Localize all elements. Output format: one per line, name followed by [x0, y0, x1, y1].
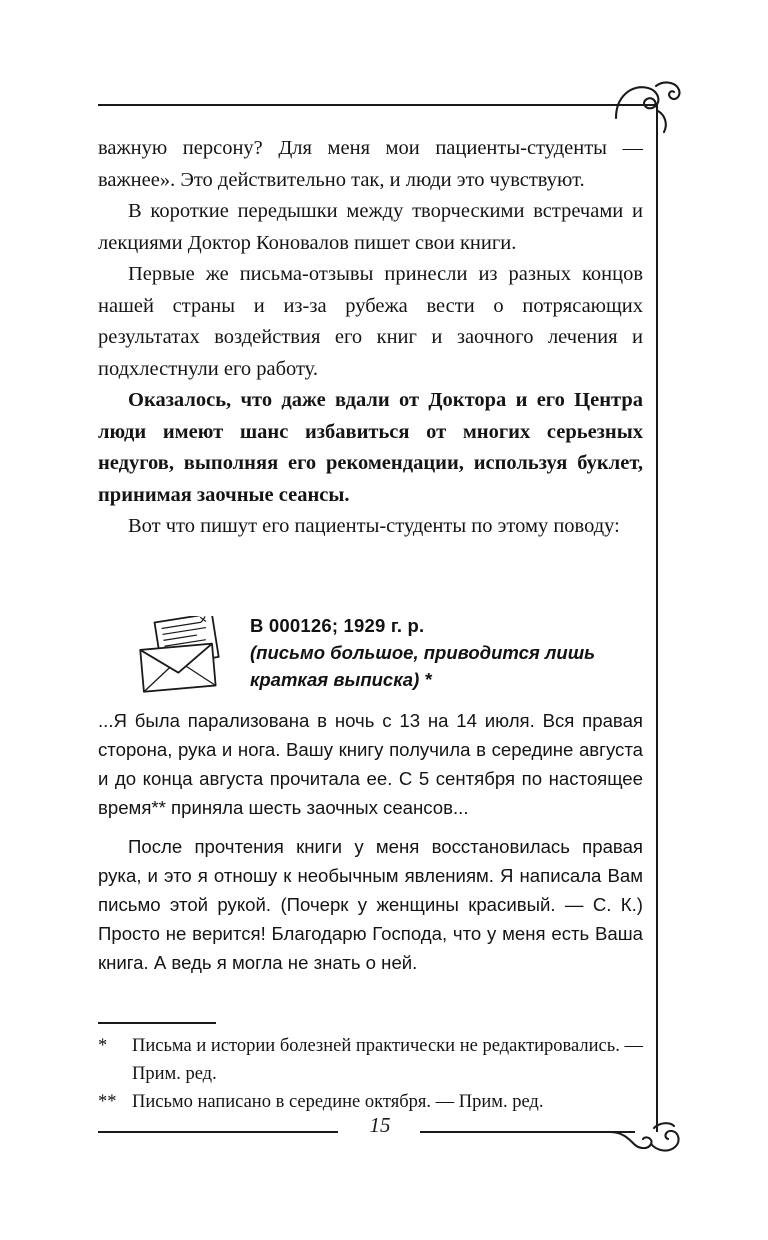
footnote-marker: ** — [98, 1092, 117, 1112]
letter-paragraph-1: ...Я была парализована в ночь с 13 на 14 июля. Вся правая сторона, рука и нога. Вашу книгу получила в середине августа и до конца августа прочитала ее. С 5 сентября по настоящее время** приняла шесть заочных сеансов... — [98, 710, 643, 818]
footnote-marker: * — [98, 1036, 108, 1056]
frame-rule-top — [98, 104, 658, 106]
frame-rule-right — [656, 104, 658, 1132]
frame-rule-bottom-right — [420, 1131, 635, 1133]
footnotes — [98, 1032, 643, 1116]
page-number: 15 — [369, 1113, 391, 1137]
letter-id: В 000126; 1929 г. р. — [250, 615, 425, 636]
paragraph-2: В короткие передышки между творческими встречами и лекциями Доктор Коновалов пишет свои книги. — [98, 200, 643, 254]
footnote-separator — [98, 1022, 216, 1024]
letter-excerpt — [98, 612, 643, 977]
paragraph-4-highlight: Оказалось, что даже вдали от Доктора и его Центра люди имеют шанс избавиться от многих серьезных недугов, выполняя его рекомендации, используя буклет, принимая заочные сеансы. — [98, 389, 643, 506]
letter-note: (письмо большое, приводится лишь краткая выписка) * — [250, 642, 596, 690]
letter-paragraph-2: После прочтения книги у меня восстановилась правая рука, и это я отношу к необычным явлениям. Я написала Вам письмо этой рукой. (Почерк у женщины красивый. — С. К.) Просто не верится! Благодарю Господа, что у меня есть Ваша книга. А ведь я могла не знать о ней. — [98, 836, 643, 973]
footnote-row — [98, 1088, 643, 1116]
paragraph-3: Первые же письма-отзывы принесли из разных концов нашей страны и из-за рубежа вести о потрясающих результатах воздействия его книг и заочного лечения и подхлестнули его работу. — [98, 263, 643, 380]
footnote-text: Письма и истории болезней практически не редактировались. — Прим. ред. — [132, 1036, 643, 1084]
paragraph-5: Вот что пишут его пациенты-студенты по этому поводу: — [128, 515, 620, 537]
frame-rule-bottom-left — [98, 1131, 338, 1133]
envelope-icon — [134, 616, 238, 694]
footnote-row — [98, 1032, 643, 1088]
body-text — [98, 133, 643, 543]
paragraph-1: важную персону? Для меня мои пациенты-студенты — важнее». Это действительно так, и люди это чувствуют. — [98, 137, 643, 191]
letter-body — [98, 706, 643, 977]
footnote-text: Письмо написано в середине октября. — Прим. ред. — [132, 1092, 544, 1112]
letter-header — [98, 612, 643, 698]
